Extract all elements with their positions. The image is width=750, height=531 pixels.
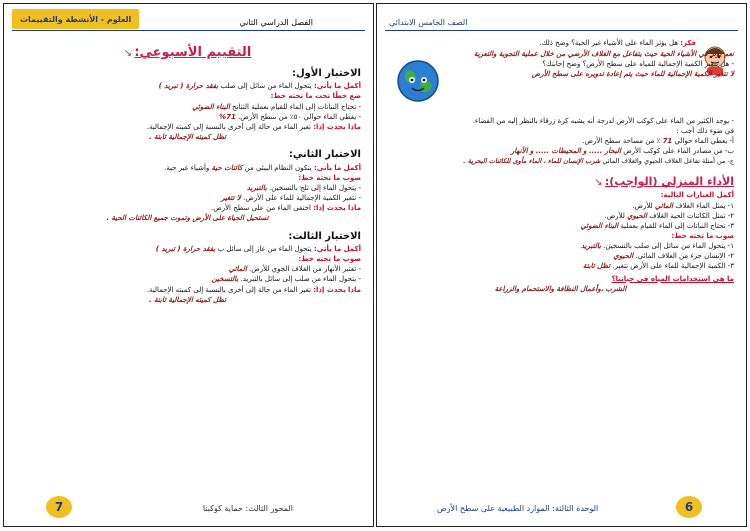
test2-title: الاختبار الثاني: — [288, 149, 361, 161]
test2-q3-label: ماذا يحدث إذا: — [313, 204, 361, 213]
page-title: التقييم الأسبوعي: — [134, 45, 252, 60]
test2-q1-label: أكمل ما يأتي: — [313, 163, 361, 172]
test2-s2-text: تتغير الكمية الإجمالية للماء على الأرض. — [243, 194, 357, 203]
weekly-assessment: التقييم الأسبوعي: ↘ الاختبار الأول: أكمل ما يأتي: يتحول الماء من سائل إلى صلب بفقد حرارة ( تبريد ) ضع خطًا تحت ما تحته خط: - تحتاج النباتات إلى الماء للقيام بعملية التناتح البناء الضوئي - يغطي الماء حوالي ٥٠٪ من سطح الأرض. 71% ماذا يحدث إذا: تغير الماء من حالة إلى أخرى بالنسبة إلى كميته الإجمالية. تظل كميته الإجمالية ثابتة . الاختبار الثاني: أكمل ما يأتي: يتكون النظام البيئي من كائنات حية وأشياء غير حية. صوب ما تحته خط: - يتحول الماء إلى ثلج بالتسخين. بالتبريد - تتغير الكمية الإجمالية للماء على الأرض. لا تتغير ماذا يحدث إذا: اختفى الماء من على سطح الأرض. تستحيل الحياة على الأرض وتموت جميع الكائنات الحية . الاختبار الثالث: أكمل ما يأتي: يتحول الماء من غاز إلى سائل ب بفقد حرارة ( تبريد ) صوب ما تحته خط: - تعتبر الأنهار من الغلاف الجوي للأرض. المائي - يتحول الماء من صلب إلى سائل بالتبريد. بالتسخين ماذا يحدث إذا: تغير الماء من حالة إلى أخرى بالنسبة إلى كميته الإجمالية. تظل كميته الإجمالية ثابتة . — [14, 44, 361, 305]
test3-s1-text: تعتبر الأنهار من الغلاف الجوي للأرض. — [249, 265, 357, 274]
test2-q3-text: اختفى الماء من على سطح الأرض. — [211, 204, 311, 213]
item-c-text: ج- من أمثلة تفاعل الغلاف الحيوي والغلاف المائي — [602, 156, 734, 165]
item-b-text: ب- من مصادر الماء على كوكب الأرض — [623, 147, 734, 156]
footer-axis-title: المحور الثالث: حماية كوكبنا — [202, 503, 293, 513]
think-answer2: لا تتغير الكمية الإجمالية للماء حيث يتم إعادة تدويره على سطح الأرض — [531, 70, 734, 79]
think-answer: نعم يؤثر في الأشياء الحية حيث يتفاعل مع الغلاف الأرضي من خلال عملية التجوية والتعرية — [473, 50, 734, 58]
test2-s1-text: يتحول الماء إلى ثلج بالتسخين. — [269, 183, 357, 192]
header-divider — [385, 30, 738, 31]
test1-q3-text: تغير الماء من حالة إلى أخرى بالنسبة إلى كميته الإجمالية. — [146, 122, 311, 131]
test3-s2-text: يتحول الماء من صلب إلى سائل بالتبريد. — [240, 275, 357, 284]
hw-i3-text: ٣- تحتاج النباتات إلى الماء للقيام بعملية — [620, 221, 734, 230]
earth-globe-icon — [395, 58, 441, 104]
think-q2: هل تتغير الكمية الإجمالية للمياه على سطح الأرض؟ وضح إجابتك؟ — [542, 60, 730, 69]
intro-text: يوجد الكثير من الماء على كوكب الأرض لدرجة أنه يشبه كرة زرقاء بالنظر إليه من الفضاء. — [472, 117, 730, 125]
test3-title: الاختبار الثالث: — [288, 230, 361, 242]
test2-q1-answer: كائنات حية — [211, 163, 243, 172]
test3-q1-answer: بفقد حرارة ( تبريد ) — [155, 245, 216, 254]
in-light-text: في ضوء ذلك أجب : — [676, 127, 734, 136]
test2-s2-answer: لا تتغير — [221, 194, 241, 203]
hw-i3-answer: البناء الضوئي — [580, 221, 619, 230]
item-c-answer: شرب الإنسان للماء ، الماء مأوى للكائنات البحرية . — [463, 156, 601, 165]
hw-i2-text: ٢- تمثل الكائنات الحية الغلاف — [649, 211, 734, 220]
header-divider — [12, 30, 365, 31]
test1-s1-answer: البناء الضوئي — [192, 102, 230, 111]
think-label: فكر: — [680, 39, 696, 47]
test1-s2-text: يغطي الماء حوالي ٥٠٪ من سطح الأرض. — [238, 112, 357, 121]
hw-j3-answer: تظل ثابتة — [582, 262, 611, 271]
test1-q3-label: ماذا يحدث إذا: — [313, 122, 361, 131]
hw-j2-answer: الحيوي — [613, 252, 634, 261]
test3-q2-label: صوب ما تحته خط: — [298, 255, 361, 264]
test2-q2-label: صوب ما تحته خط: — [298, 173, 361, 182]
homework-title: الأداء المنزلي (الواجب): — [604, 174, 734, 188]
test2-q1-text: يتكون النظام البيئي من — [244, 163, 312, 172]
hw-i2-tail: للأرض. — [604, 211, 625, 220]
test2-q3-answer: تستحيل الحياة على الأرض وتموت جميع الكائنات الحية . — [106, 214, 269, 223]
header-subject-badge: العلوم - الأنشطة والتقييمات — [12, 9, 139, 29]
think-question: هل يؤثر الماء على الأشياء غير الحية؟ وضح ذلك. — [539, 39, 678, 47]
title-arrow-icon: ↘ — [123, 48, 133, 59]
right-page — [376, 3, 747, 527]
page-number: 7 — [46, 496, 72, 518]
earth-water-section: - يوجد الكثير من الماء على كوكب الأرض لدرجة أنه يشبه كرة زرقاء بالنظر إليه من الفضاء. في ضوء ذلك أجب : أ- يغطي الماء حوالي 71 ٪ من مساحة سطح الأرض. ب- من مصادر الماء على كوكب الأرض البحار ..... و المحيطات ..... و الأنهار ج- من أمثلة تفاعل الغلاف الحيوي والغلاف المائي شرب الإنسان للماء ، الماء مأوى للكائنات البحرية . الأداء المنزلي (الواجب): ↘ أكمل العبارات التالية: ١- يمثل الماء الغلاف المائي للأرض. ٢- تمثل الكائنات الحية الغلاف الحيوي للأرض. ٣- تحتاج النباتات إلى الماء للقيام بعملية البناء الضوئي صوب ما تحته خط: ١- يتحول الماء من سائل إلى صلب بالتسخين. بالتبريد ٢- الإنسان جزء من الغلاف المائي. الحيوي ٣- الكمية الإجمالية للماء على الأرض تتغير. تظل ثابتة ما هي استخدامات المياه في حياتنا؟ الشرب ،وأعمال النظافة والاستحمام والزراعة — [387, 116, 734, 294]
homework-arrow-icon: ↘ — [594, 176, 603, 188]
test2-s1-answer: بالتبريد — [246, 183, 267, 192]
test3-q3-answer: تظل كميته الإجمالية ثابتة . — [148, 295, 227, 304]
footer-unit-title: الوحدة الثالثة: الموارد الطبيعية على سطح الأرض — [437, 503, 599, 513]
left-page — [3, 3, 374, 527]
test1-q1-text: يتحول الماء من سائل إلى صلب — [220, 82, 312, 91]
homework-q2-label: صوب ما تحته خط: — [671, 232, 734, 241]
hw-j3-text: ٣- الكمية الإجمالية للماء على الأرض تتغير. — [612, 262, 734, 271]
hw-j2-text: ٢- الإنسان جزء من الغلاف المائي. — [635, 252, 734, 261]
think-answers: نعم يؤثر في الأشياء الحية حيث يتفاعل مع الغلاف الأرضي من خلال عملية التجوية والتعرية - هل تتغير الكمية الإجمالية للمياه على سطح الأرض؟ وضح إجابتك؟ لا تتغير الكمية الإجمالية للماء حيث يتم إعادة تدويره على سطح الأرض — [447, 49, 734, 79]
item-a-answer: 71 — [662, 137, 673, 146]
test3-q3-label: ماذا يحدث إذا: — [313, 285, 361, 294]
test3-s2-answer: بالتسخين — [211, 275, 239, 284]
hw-i1-answer: المائي — [654, 201, 673, 210]
test1-q3-answer: تظل كميته الإجمالية ثابتة . — [148, 133, 227, 142]
header-grade: الصف الخامس الابتدائي — [389, 17, 468, 27]
hw-j1-answer: بالتبريد — [581, 242, 601, 251]
test1-q1-label: أكمل ما يأتي: — [313, 82, 361, 91]
item-a-tail: ٪ من مساحة سطح الأرض. — [582, 137, 661, 146]
hw-i1-tail: للأرض. — [632, 201, 653, 210]
hw-i2-answer: الحيوي — [627, 211, 647, 220]
test1-s1-text: تحتاج النباتات إلى الماء للقيام بعملية التناتح — [232, 102, 357, 111]
test2-q1-tail: وأشياء غير حية. — [164, 163, 210, 172]
think-section — [387, 38, 696, 48]
test3-q1-label: أكمل ما يأتي: — [313, 245, 361, 254]
header-term: الفصل الدراسي الثاني — [239, 17, 313, 27]
homework-q3: ما هي استخدامات المياه في حياتنا؟ — [611, 274, 734, 283]
item-b-answers: البحار ..... و المحيطات ..... و الأنهار — [510, 147, 621, 156]
test3-q1-text: يتحول الماء من غاز إلى سائل ب — [217, 245, 312, 254]
hw-j1-text: ١- يتحول الماء من سائل إلى صلب بالتسخين. — [603, 242, 734, 251]
homework-q3-answer: الشرب ،وأعمال النظافة والاستحمام والزراعة — [494, 284, 627, 293]
test3-q3-text: تغير الماء من حالة إلى أخرى بالنسبة إلى كميته الإجمالية. — [146, 285, 311, 294]
test1-s2-answer: 71% — [219, 112, 236, 121]
page-number: 6 — [676, 496, 702, 518]
test1-title: الاختبار الأول: — [291, 67, 361, 79]
test1-q2-label: ضع خطًا تحت ما تحته خط: — [270, 92, 361, 101]
item-a-text: أ- يغطي الماء حوالي — [674, 137, 734, 146]
test1-q1-answer: بفقد حرارة ( تبريد ) — [158, 82, 219, 91]
hw-i1-text: ١- يمثل الماء الغلاف — [675, 201, 734, 210]
homework-q1-label: أكمل العبارات التالية: — [660, 191, 734, 200]
test3-s1-answer: المائي — [228, 265, 247, 274]
